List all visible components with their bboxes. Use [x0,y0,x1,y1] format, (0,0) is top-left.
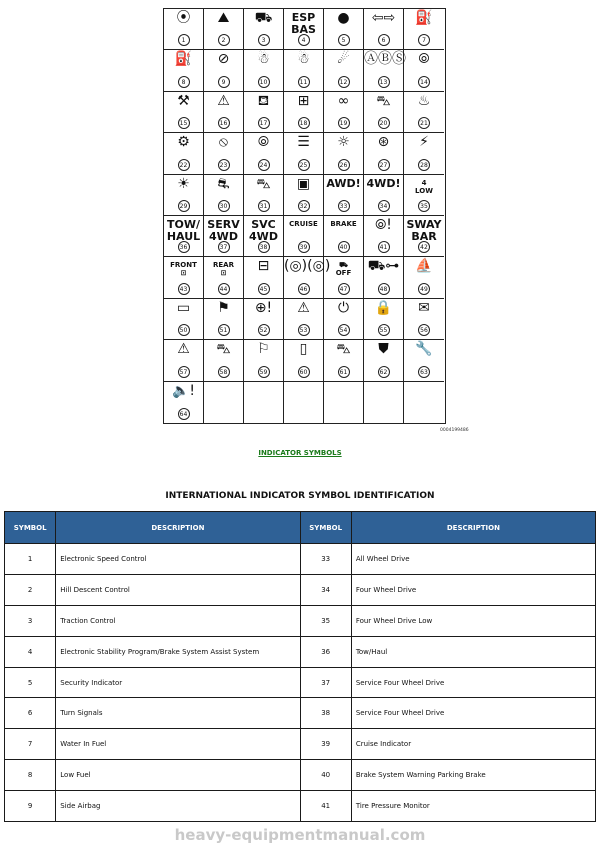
symbol-cell-31 [244,175,284,216]
symbol-34-icon: 4WD! [366,176,401,190]
symbol-cell-32 [284,175,324,216]
symbol-number: 2 [218,34,230,46]
symbol-number: 38 [258,241,270,253]
description-cell: Security Indicator [56,667,300,698]
table-row [5,667,596,698]
empty-cell [204,382,244,423]
symbol-cell-48 [364,257,404,298]
symbol-number: 55 [378,324,390,336]
symbol-28-icon: ⚡ [419,134,429,151]
symbol-cell-39 [284,216,324,257]
symbol-number: 45 [258,283,270,295]
description-cell: Four Wheel Drive [351,574,595,605]
symbol-cell-25 [284,133,324,174]
symbol-13-icon: ⒶⒷⓈ [364,51,406,68]
symbol-number: 18 [298,117,310,129]
symbol-number: 64 [178,408,190,420]
symbol-22-icon: ⚙ [177,134,190,151]
symbol-cell-27 [364,133,404,174]
symbol-18-icon: ⊞ [297,92,310,109]
symbol-cell-58 [204,340,244,381]
symbol-cell-14 [404,50,444,91]
symbol-16-icon: ⚠ [217,92,230,109]
header-description-left: DESCRIPTION [56,512,300,544]
symbol-10-icon: ☃ [257,51,270,68]
symbol-identification-table [4,511,596,822]
symbol-17-icon: ⛾ [257,92,270,109]
symbol-cell-42 [404,216,444,257]
figure-code: 0004199486 [440,428,469,433]
symbol-41-icon: ⦾! [375,216,392,233]
symbol-number: 5 [338,34,350,46]
description-cell: All Wheel Drive [351,544,595,575]
symbol-cell-6 [364,9,404,50]
symbol-cell-46 [284,257,331,298]
symbol-number: 13 [378,76,390,88]
indicator-symbol-grid [163,8,446,424]
symbol-number: 31 [258,200,270,212]
symbol-44-icon: REAR ⊡ [213,261,234,278]
symbol-number: 43 [178,283,190,295]
symbol-55-icon: 🔒 [374,299,393,316]
symbol-57-icon: ⚠ [177,341,190,358]
symbol-cell-16 [204,92,244,133]
symbol-number-cell: 3 [5,605,56,636]
symbol-number: 39 [298,241,310,253]
symbol-1-icon: ⦿ [176,10,191,26]
symbol-number-cell: 39 [300,729,351,760]
symbol-cell-17 [244,92,284,133]
description-cell: Four Wheel Drive Low [351,605,595,636]
symbol-cell-5 [324,9,364,50]
symbol-number: 35 [418,200,430,212]
symbol-cell-28 [404,133,444,174]
symbol-number: 48 [378,283,390,295]
symbol-cell-62 [364,340,404,381]
symbol-number: 62 [378,366,390,378]
symbol-48-icon: ⛟⊶ [367,258,400,275]
symbol-number: 59 [258,366,270,378]
symbol-20-icon: ⛍ [376,92,391,109]
symbol-cell-56 [404,299,444,340]
symbol-cell-38 [244,216,284,257]
symbol-cell-13 [364,50,404,91]
symbol-number-cell: 41 [300,791,351,822]
symbol-cell-9 [204,50,244,91]
description-cell: Tire Pressure Monitor [351,791,595,822]
empty-cell [404,382,444,423]
table-row [5,636,596,667]
symbol-number: 53 [298,324,310,336]
symbol-number: 33 [338,200,350,212]
symbol-62-icon: ⛊ [378,341,389,358]
symbol-9-icon: ⊘ [217,51,230,68]
symbol-number: 22 [178,159,190,171]
symbol-number: 32 [298,200,310,212]
description-cell: Turn Signals [56,698,300,729]
symbol-cell-26 [324,133,364,174]
symbol-number: 26 [338,159,350,171]
symbol-cell-57 [164,340,204,381]
symbol-number: 7 [418,34,430,46]
description-cell: Low Fuel [56,760,300,791]
symbol-40-icon: BRAKE [330,219,357,228]
symbol-31-icon: ⛍ [256,175,271,192]
symbol-52-icon: ⊕! [254,299,273,316]
symbol-11-icon: ☃ [297,51,310,68]
symbol-number: 17 [258,117,270,129]
symbol-number: 57 [178,366,190,378]
watermark-footer: heavy-equipmentmanual.com [174,826,426,844]
symbol-12-icon: ☄ [337,51,350,68]
symbol-number: 4 [298,34,310,46]
symbol-number: 20 [378,117,390,129]
symbol-35-icon: 4 LOW [415,178,433,195]
symbol-cell-29 [164,175,204,216]
symbol-number: 58 [218,366,230,378]
symbol-47-icon: ⛟ OFF [335,261,352,278]
symbol-cell-53 [284,299,324,340]
description-cell: Cruise Indicator [351,729,595,760]
description-cell: Side Airbag [56,791,300,822]
symbol-number: 47 [338,283,350,295]
symbol-number: 40 [338,241,350,253]
symbol-number: 52 [258,324,270,336]
symbol-15-icon: ⚒ [177,92,190,109]
symbol-number: 37 [218,241,230,253]
symbol-cell-59 [244,340,284,381]
symbol-cell-52 [244,299,284,340]
symbol-cell-49 [404,257,444,298]
symbol-cell-12 [324,50,364,91]
symbol-cell-22 [164,133,204,174]
description-cell: Brake System Warning Parking Brake [351,760,595,791]
symbol-53-icon: ⚠ [297,299,310,316]
symbol-19-icon: ∞ [337,92,350,109]
symbol-number: 36 [178,241,190,253]
symbol-cell-61 [324,340,364,381]
symbol-cell-21 [404,92,444,133]
symbol-39-icon: CRUISE [289,219,318,228]
symbol-58-icon: ⛍ [216,341,231,358]
symbol-8-icon: ⛽ [174,51,193,68]
symbol-33-icon: AWD! [326,176,361,190]
table-row [5,791,596,822]
symbol-number: 41 [378,241,390,253]
symbol-number-cell: 36 [300,636,351,667]
symbol-number: 61 [338,366,350,378]
symbol-number: 60 [298,366,310,378]
symbol-number: 11 [298,76,310,88]
symbol-cell-1 [164,9,204,50]
symbol-number-cell: 4 [5,636,56,667]
symbol-number-cell: 7 [5,729,56,760]
description-cell: Tow/Haul [351,636,595,667]
symbol-number: 51 [218,324,230,336]
symbol-number: 16 [218,117,230,129]
symbol-63-icon: 🔧 [415,341,433,358]
symbol-cell-8 [164,50,204,91]
symbol-cell-45 [244,257,284,298]
symbol-number: 28 [418,159,430,171]
symbol-cell-44 [204,257,244,298]
symbol-number-cell: 37 [300,667,351,698]
symbol-32-icon: ▣ [296,175,311,192]
symbol-59-icon: ⚐ [257,341,270,358]
symbol-number: 10 [258,76,270,88]
symbol-cell-47 [324,257,364,298]
symbol-number: 14 [418,76,430,88]
header-symbol-right: SYMBOL [300,512,351,544]
symbol-cell-51 [204,299,244,340]
symbol-number: 30 [218,200,230,212]
symbol-number-cell: 8 [5,760,56,791]
symbol-cell-4 [284,9,324,50]
symbol-number-cell: 34 [300,574,351,605]
description-cell: Hill Descent Control [56,574,300,605]
symbol-3-icon: ⛟ [254,10,273,26]
symbol-cell-23 [204,133,244,174]
symbol-43-icon: FRONT ⊡ [170,261,197,278]
page-title: INTERNATIONAL INDICATOR SYMBOL IDENTIFICATION [165,491,435,501]
symbol-number: 54 [338,324,350,336]
description-cell: Water In Fuel [56,729,300,760]
symbol-25-icon: ☰ [297,134,310,151]
symbol-cell-36 [164,216,204,257]
table-row [5,574,596,605]
description-cell: Service Four Wheel Drive [351,667,595,698]
symbol-cell-20 [364,92,404,133]
symbol-4-icon: ESP BAS [291,11,316,36]
symbol-cell-19 [324,92,364,133]
description-cell: Traction Control [56,605,300,636]
symbol-cell-50 [164,299,204,340]
symbol-cell-11 [284,50,324,91]
table-row [5,698,596,729]
description-cell: Electronic Speed Control [56,544,300,575]
symbol-cell-24 [244,133,284,174]
symbol-6-icon: ⇦⇨ [371,10,396,26]
symbol-61-icon: ⛍ [336,341,351,358]
empty-cell [284,382,324,423]
symbol-number: 9 [218,76,230,88]
header-description-right: DESCRIPTION [351,512,595,544]
symbol-cell-10 [244,50,284,91]
symbol-36-icon: TOW/ HAUL [166,217,201,243]
symbol-26-icon: ☼ [337,134,350,151]
symbol-56-icon: ✉ [418,299,430,316]
symbol-23-icon: ⦸ [218,134,229,151]
symbol-number-cell: 9 [5,791,56,822]
symbol-number: 19 [338,117,350,129]
symbol-number: 27 [378,159,390,171]
table-row [5,760,596,791]
symbol-cell-64 [164,382,204,423]
symbol-number: 8 [178,76,190,88]
symbol-cell-3 [244,9,284,50]
symbol-cell-18 [284,92,324,133]
symbol-27-icon: ⊛ [377,134,390,151]
symbol-number-cell: 35 [300,605,351,636]
table-header-row [5,512,596,544]
symbol-cell-7 [404,9,444,50]
symbol-number-cell: 5 [5,667,56,698]
symbol-24-icon: ⦾ [257,134,270,151]
symbol-60-icon: ▯ [299,341,308,358]
symbol-cell-15 [164,92,204,133]
table-row [5,729,596,760]
symbol-29-icon: ☀ [177,175,190,192]
symbol-37-icon: SERV 4WD [207,217,240,243]
symbol-51-icon: ⚑ [217,299,230,316]
symbol-cell-54 [324,299,364,340]
symbol-number-cell: 6 [5,698,56,729]
symbol-number-cell: 1 [5,544,56,575]
symbol-cell-2 [204,9,244,50]
symbol-30-icon: ⛐ [217,175,230,192]
symbol-cell-60 [284,340,324,381]
symbol-number: 56 [418,324,430,336]
symbol-number: 24 [258,159,270,171]
symbol-46-icon: (◎)(◎) [284,258,331,275]
symbol-number: 25 [298,159,310,171]
symbol-42-icon: SWAY BAR [406,217,442,243]
symbol-7-icon: ⛽ [415,10,433,26]
symbol-cell-35 [404,175,444,216]
symbol-number: 49 [418,283,430,295]
symbol-5-icon: ● [337,10,350,26]
symbol-number-cell: 2 [5,574,56,605]
description-cell: Service Four Wheel Drive [351,698,595,729]
symbol-45-icon: ⊟ [257,258,270,275]
symbol-64-icon: 🔈! [171,382,196,399]
symbol-38-icon: SVC 4WD [249,217,278,243]
symbol-number: 21 [418,117,430,129]
symbol-number: 6 [378,34,390,46]
symbol-cell-40 [324,216,364,257]
symbol-50-icon: ▭ [176,299,191,316]
symbol-21-icon: ♨ [417,92,431,109]
symbol-cell-30 [204,175,244,216]
symbol-number-cell: 33 [300,544,351,575]
symbol-cell-41 [364,216,404,257]
table-row [5,605,596,636]
symbol-number-cell: 40 [300,760,351,791]
symbol-number: 15 [178,117,190,129]
symbol-54-icon: ⏻ [337,299,350,316]
symbol-cell-43 [164,257,204,298]
symbol-cell-33 [324,175,364,216]
symbol-number: 50 [178,324,190,336]
symbol-2-icon: ⛰ [217,10,230,26]
figure-caption-link[interactable]: INDICATOR SYMBOLS [258,449,342,457]
symbol-number: 3 [258,34,270,46]
symbol-number: 46 [298,283,310,295]
empty-cell [244,382,284,423]
table-row [5,544,596,575]
symbol-cell-34 [364,175,404,216]
empty-cell [364,382,404,423]
symbol-cell-37 [204,216,244,257]
symbol-number: 23 [218,159,230,171]
symbol-14-icon: ⦾ [418,51,430,68]
symbol-cell-63 [404,340,444,381]
symbol-number: 12 [338,76,350,88]
symbol-number: 29 [178,200,190,212]
description-cell: Electronic Stability Program/Brake System Assist System [56,636,300,667]
symbol-number: 42 [418,241,430,253]
symbol-cell-55 [364,299,404,340]
header-symbol-left: SYMBOL [5,512,56,544]
symbol-number: 44 [218,283,230,295]
symbol-number: 34 [378,200,390,212]
symbol-number: 63 [418,366,430,378]
empty-cell [324,382,364,423]
symbol-49-icon: ⛵ [415,258,433,275]
symbol-number: 1 [178,34,190,46]
symbol-number-cell: 38 [300,698,351,729]
